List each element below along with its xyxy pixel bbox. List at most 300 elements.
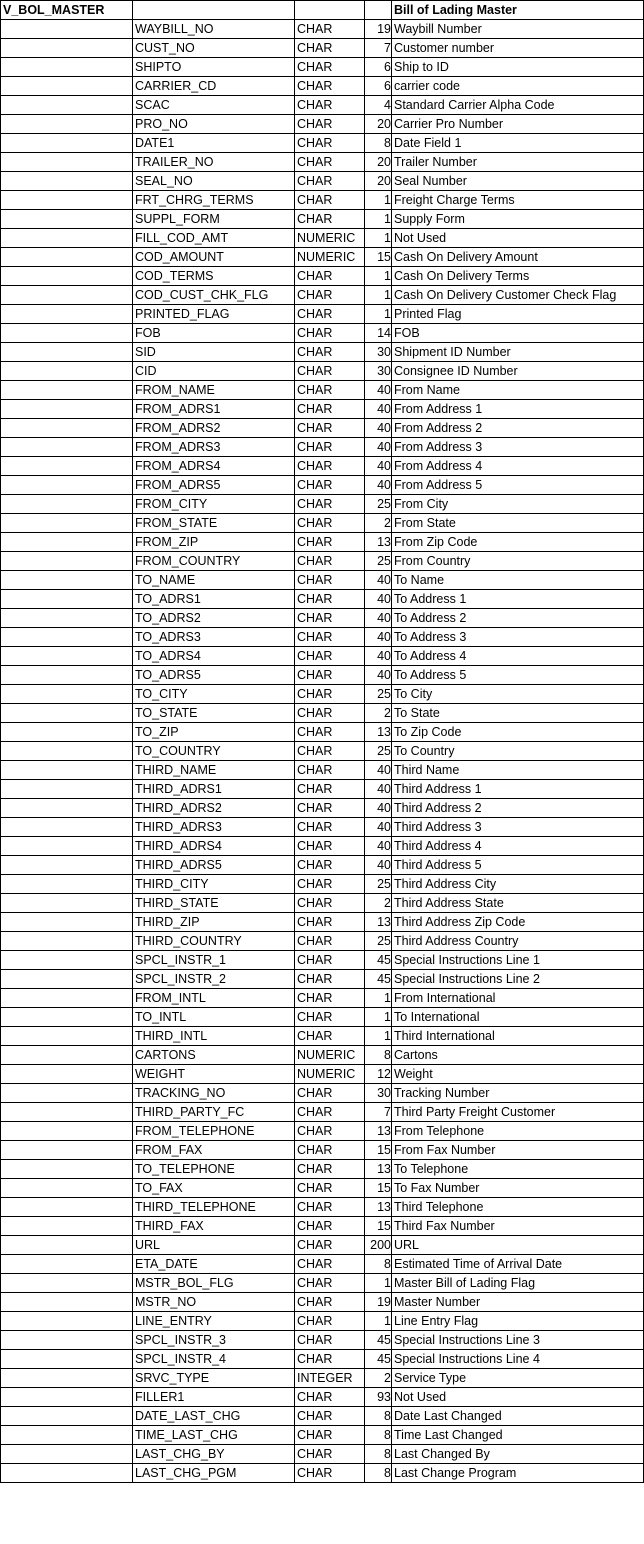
field-length-cell: 30 bbox=[365, 343, 392, 362]
empty-cell bbox=[1, 799, 133, 818]
field-length-cell: 40 bbox=[365, 381, 392, 400]
data-type-cell: CHAR bbox=[295, 666, 365, 685]
data-type-cell: CHAR bbox=[295, 1236, 365, 1255]
empty-cell bbox=[1, 723, 133, 742]
field-name-cell: FROM_TELEPHONE bbox=[133, 1122, 295, 1141]
empty-cell bbox=[1, 1331, 133, 1350]
data-type-cell: CHAR bbox=[295, 381, 365, 400]
empty-cell bbox=[1, 704, 133, 723]
field-name-cell: COD_AMOUNT bbox=[133, 248, 295, 267]
field-description-cell: Special Instructions Line 4 bbox=[392, 1350, 644, 1369]
field-name-cell: THIRD_ZIP bbox=[133, 913, 295, 932]
data-type-cell: CHAR bbox=[295, 989, 365, 1008]
data-type-cell: CHAR bbox=[295, 115, 365, 134]
table-row bbox=[1, 1160, 644, 1179]
table-row bbox=[1, 324, 644, 343]
data-type-cell: CHAR bbox=[295, 894, 365, 913]
empty-cell bbox=[1, 324, 133, 343]
table-row bbox=[1, 1141, 644, 1160]
table-row bbox=[1, 1122, 644, 1141]
field-length-cell: 13 bbox=[365, 533, 392, 552]
field-description-cell: Third Address 4 bbox=[392, 837, 644, 856]
field-description-cell: Third Address City bbox=[392, 875, 644, 894]
empty-cell bbox=[1, 1312, 133, 1331]
data-type-cell: CHAR bbox=[295, 1160, 365, 1179]
table-row bbox=[1, 362, 644, 381]
field-name-cell: THIRD_ADRS1 bbox=[133, 780, 295, 799]
field-length-cell: 8 bbox=[365, 134, 392, 153]
field-name-cell: THIRD_FAX bbox=[133, 1217, 295, 1236]
field-description-cell: Third Address 3 bbox=[392, 818, 644, 837]
table-row bbox=[1, 723, 644, 742]
field-length-cell: 2 bbox=[365, 894, 392, 913]
table-row bbox=[1, 628, 644, 647]
data-type-cell: CHAR bbox=[295, 1008, 365, 1027]
table-row bbox=[1, 818, 644, 837]
field-description-cell: From Address 3 bbox=[392, 438, 644, 457]
empty-cell bbox=[1, 875, 133, 894]
field-name-cell: TO_ZIP bbox=[133, 723, 295, 742]
field-name-cell: CID bbox=[133, 362, 295, 381]
field-description-cell: Third Name bbox=[392, 761, 644, 780]
data-type-cell: CHAR bbox=[295, 571, 365, 590]
field-description-cell: Shipment ID Number bbox=[392, 343, 644, 362]
table-row bbox=[1, 438, 644, 457]
field-length-cell: 1 bbox=[365, 305, 392, 324]
empty-cell bbox=[1, 134, 133, 153]
data-type-cell: CHAR bbox=[295, 77, 365, 96]
field-length-cell: 6 bbox=[365, 77, 392, 96]
empty-cell bbox=[1, 495, 133, 514]
field-description-cell: Service Type bbox=[392, 1369, 644, 1388]
empty-cell bbox=[1, 1065, 133, 1084]
empty-cell bbox=[1, 818, 133, 837]
data-type-cell: NUMERIC bbox=[295, 1065, 365, 1084]
field-description-cell: From Country bbox=[392, 552, 644, 571]
table-row bbox=[1, 989, 644, 1008]
empty-cell bbox=[1, 1445, 133, 1464]
table-row bbox=[1, 400, 644, 419]
field-name-cell: PRO_NO bbox=[133, 115, 295, 134]
table-row bbox=[1, 1350, 644, 1369]
empty-cell bbox=[1, 514, 133, 533]
field-description-cell: Consignee ID Number bbox=[392, 362, 644, 381]
empty-cell bbox=[1, 1084, 133, 1103]
field-description-cell: FOB bbox=[392, 324, 644, 343]
data-type-cell: CHAR bbox=[295, 1312, 365, 1331]
data-type-cell: CHAR bbox=[295, 875, 365, 894]
field-name-cell: FROM_ADRS2 bbox=[133, 419, 295, 438]
empty-cell bbox=[1, 1160, 133, 1179]
data-type-cell: CHAR bbox=[295, 514, 365, 533]
field-length-cell: 93 bbox=[365, 1388, 392, 1407]
field-description-cell: Master Number bbox=[392, 1293, 644, 1312]
table-row bbox=[1, 875, 644, 894]
empty-cell bbox=[1, 400, 133, 419]
data-type-cell: INTEGER bbox=[295, 1369, 365, 1388]
empty-cell bbox=[1, 609, 133, 628]
empty-cell bbox=[1, 305, 133, 324]
data-type-cell: CHAR bbox=[295, 476, 365, 495]
table-description-cell: Bill of Lading Master bbox=[392, 1, 644, 20]
field-name-cell: TIME_LAST_CHG bbox=[133, 1426, 295, 1445]
table-row bbox=[1, 1179, 644, 1198]
field-length-cell: 40 bbox=[365, 400, 392, 419]
field-length-cell: 2 bbox=[365, 1369, 392, 1388]
table-row bbox=[1, 20, 644, 39]
data-type-cell: CHAR bbox=[295, 286, 365, 305]
field-name-cell: TO_ADRS1 bbox=[133, 590, 295, 609]
field-name-cell: THIRD_CITY bbox=[133, 875, 295, 894]
field-length-cell: 30 bbox=[365, 1084, 392, 1103]
field-description-cell: Printed Flag bbox=[392, 305, 644, 324]
field-name-cell: SPCL_INSTR_1 bbox=[133, 951, 295, 970]
field-description-cell: To Telephone bbox=[392, 1160, 644, 1179]
field-description-cell: Third Address State bbox=[392, 894, 644, 913]
field-length-cell: 6 bbox=[365, 58, 392, 77]
field-description-cell: From Name bbox=[392, 381, 644, 400]
empty-cell bbox=[1, 1198, 133, 1217]
table-row bbox=[1, 134, 644, 153]
field-description-cell: Third Party Freight Customer bbox=[392, 1103, 644, 1122]
field-description-cell: Seal Number bbox=[392, 172, 644, 191]
field-description-cell: Not Used bbox=[392, 1388, 644, 1407]
field-description-cell: Last Change Program bbox=[392, 1464, 644, 1483]
field-name-cell: LAST_CHG_PGM bbox=[133, 1464, 295, 1483]
empty-cell bbox=[1, 362, 133, 381]
field-name-cell: DATE_LAST_CHG bbox=[133, 1407, 295, 1426]
table-row bbox=[1, 229, 644, 248]
table-row bbox=[1, 647, 644, 666]
data-type-cell: CHAR bbox=[295, 96, 365, 115]
field-name-cell: WEIGHT bbox=[133, 1065, 295, 1084]
data-type-cell: CHAR bbox=[295, 1464, 365, 1483]
data-type-cell: CHAR bbox=[295, 324, 365, 343]
table-row bbox=[1, 476, 644, 495]
empty-cell bbox=[1, 438, 133, 457]
data-type-cell: CHAR bbox=[295, 590, 365, 609]
empty-cell bbox=[1, 571, 133, 590]
data-type-cell: CHAR bbox=[295, 1293, 365, 1312]
field-description-cell: Estimated Time of Arrival Date bbox=[392, 1255, 644, 1274]
field-description-cell: Cartons bbox=[392, 1046, 644, 1065]
field-length-cell: 19 bbox=[365, 20, 392, 39]
field-name-cell: WAYBILL_NO bbox=[133, 20, 295, 39]
data-type-cell: CHAR bbox=[295, 1274, 365, 1293]
empty-cell bbox=[1, 153, 133, 172]
field-length-cell: 40 bbox=[365, 856, 392, 875]
field-name-cell: FROM_CITY bbox=[133, 495, 295, 514]
empty-cell bbox=[1, 856, 133, 875]
empty-cell bbox=[1, 742, 133, 761]
data-type-cell: CHAR bbox=[295, 1103, 365, 1122]
field-length-cell: 1 bbox=[365, 210, 392, 229]
field-description-cell: Special Instructions Line 3 bbox=[392, 1331, 644, 1350]
field-description-cell: Third Telephone bbox=[392, 1198, 644, 1217]
data-type-cell: CHAR bbox=[295, 799, 365, 818]
field-length-cell: 13 bbox=[365, 1160, 392, 1179]
field-description-cell: To Country bbox=[392, 742, 644, 761]
empty-cell bbox=[1, 419, 133, 438]
empty-cell bbox=[1, 647, 133, 666]
field-name-cell: FROM_NAME bbox=[133, 381, 295, 400]
field-length-cell: 40 bbox=[365, 419, 392, 438]
empty-cell bbox=[1, 932, 133, 951]
field-description-cell: Freight Charge Terms bbox=[392, 191, 644, 210]
field-description-cell: Supply Form bbox=[392, 210, 644, 229]
field-description-cell: Third Address Country bbox=[392, 932, 644, 951]
table-row bbox=[1, 58, 644, 77]
field-name-cell: FILLER1 bbox=[133, 1388, 295, 1407]
table-row bbox=[1, 1027, 644, 1046]
data-type-cell: CHAR bbox=[295, 780, 365, 799]
data-type-cell: CHAR bbox=[295, 1407, 365, 1426]
field-name-cell: FROM_INTL bbox=[133, 989, 295, 1008]
table-row bbox=[1, 1274, 644, 1293]
data-type-cell: CHAR bbox=[295, 172, 365, 191]
field-length-cell: 1 bbox=[365, 1027, 392, 1046]
table-row bbox=[1, 685, 644, 704]
empty-cell bbox=[1, 1008, 133, 1027]
field-length-cell: 1 bbox=[365, 286, 392, 305]
field-description-cell: To International bbox=[392, 1008, 644, 1027]
data-type-cell: NUMERIC bbox=[295, 229, 365, 248]
field-name-cell: TO_INTL bbox=[133, 1008, 295, 1027]
field-name-cell: CARRIER_CD bbox=[133, 77, 295, 96]
data-type-cell: CHAR bbox=[295, 153, 365, 172]
table-row bbox=[1, 1464, 644, 1483]
table-row bbox=[1, 343, 644, 362]
field-name-cell: MSTR_NO bbox=[133, 1293, 295, 1312]
data-type-cell: CHAR bbox=[295, 191, 365, 210]
empty-cell bbox=[1, 77, 133, 96]
field-name-cell: TO_STATE bbox=[133, 704, 295, 723]
field-length-cell: 14 bbox=[365, 324, 392, 343]
table-row bbox=[1, 666, 644, 685]
field-length-cell: 8 bbox=[365, 1464, 392, 1483]
field-name-cell: FROM_ZIP bbox=[133, 533, 295, 552]
field-length-cell: 40 bbox=[365, 761, 392, 780]
field-description-cell: From Telephone bbox=[392, 1122, 644, 1141]
field-name-cell: FROM_FAX bbox=[133, 1141, 295, 1160]
table-row bbox=[1, 742, 644, 761]
field-name-cell: CARTONS bbox=[133, 1046, 295, 1065]
empty-cell bbox=[1, 1350, 133, 1369]
table-row bbox=[1, 761, 644, 780]
field-description-cell: Cash On Delivery Amount bbox=[392, 248, 644, 267]
field-name-cell: FROM_ADRS1 bbox=[133, 400, 295, 419]
field-length-cell: 1 bbox=[365, 191, 392, 210]
data-type-cell: CHAR bbox=[295, 609, 365, 628]
table-row bbox=[1, 913, 644, 932]
field-name-cell: MSTR_BOL_FLG bbox=[133, 1274, 295, 1293]
field-length-cell: 40 bbox=[365, 780, 392, 799]
field-name-cell: FILL_COD_AMT bbox=[133, 229, 295, 248]
field-length-cell: 1 bbox=[365, 1008, 392, 1027]
empty-cell bbox=[1, 1236, 133, 1255]
empty-cell bbox=[1, 552, 133, 571]
field-length-cell: 1 bbox=[365, 267, 392, 286]
field-description-cell: URL bbox=[392, 1236, 644, 1255]
field-description-cell: Third Address Zip Code bbox=[392, 913, 644, 932]
table-row bbox=[1, 1331, 644, 1350]
table-row bbox=[1, 96, 644, 115]
field-length-cell: 40 bbox=[365, 837, 392, 856]
empty-cell bbox=[1, 837, 133, 856]
data-type-cell: CHAR bbox=[295, 1084, 365, 1103]
field-length-cell: 13 bbox=[365, 913, 392, 932]
empty-cell bbox=[1, 1255, 133, 1274]
empty-cell bbox=[1, 989, 133, 1008]
field-description-cell: Not Used bbox=[392, 229, 644, 248]
data-type-cell: CHAR bbox=[295, 1217, 365, 1236]
field-name-cell: ETA_DATE bbox=[133, 1255, 295, 1274]
field-description-cell: carrier code bbox=[392, 77, 644, 96]
empty-cell bbox=[1, 1217, 133, 1236]
field-description-cell: To Address 2 bbox=[392, 609, 644, 628]
table-row bbox=[1, 1312, 644, 1331]
table-row bbox=[1, 267, 644, 286]
field-name-cell: TRACKING_NO bbox=[133, 1084, 295, 1103]
data-type-cell: CHAR bbox=[295, 343, 365, 362]
field-length-cell: 40 bbox=[365, 476, 392, 495]
field-description-cell: To Name bbox=[392, 571, 644, 590]
field-name-cell: LINE_ENTRY bbox=[133, 1312, 295, 1331]
field-length-cell: 1 bbox=[365, 1274, 392, 1293]
field-name-cell: DATE1 bbox=[133, 134, 295, 153]
field-description-cell: From Address 2 bbox=[392, 419, 644, 438]
table-row bbox=[1, 495, 644, 514]
table-row bbox=[1, 951, 644, 970]
table-row bbox=[1, 1008, 644, 1027]
empty-cell bbox=[1, 39, 133, 58]
table-row bbox=[1, 172, 644, 191]
field-length-cell: 15 bbox=[365, 248, 392, 267]
field-description-cell: Last Changed By bbox=[392, 1445, 644, 1464]
data-type-cell: CHAR bbox=[295, 39, 365, 58]
field-name-cell: FRT_CHRG_TERMS bbox=[133, 191, 295, 210]
field-description-cell: Cash On Delivery Customer Check Flag bbox=[392, 286, 644, 305]
data-type-cell: CHAR bbox=[295, 1198, 365, 1217]
field-length-cell: 40 bbox=[365, 571, 392, 590]
field-description-cell: From State bbox=[392, 514, 644, 533]
data-type-cell: CHAR bbox=[295, 647, 365, 666]
field-name-cell: SPCL_INSTR_2 bbox=[133, 970, 295, 989]
field-description-cell: Date Last Changed bbox=[392, 1407, 644, 1426]
table-row bbox=[1, 1198, 644, 1217]
data-type-cell: CHAR bbox=[295, 362, 365, 381]
field-description-cell: Ship to ID bbox=[392, 58, 644, 77]
empty-cell bbox=[1, 20, 133, 39]
empty-cell bbox=[1, 1027, 133, 1046]
field-name-cell: SHIPTO bbox=[133, 58, 295, 77]
field-description-cell: From Address 5 bbox=[392, 476, 644, 495]
table-row bbox=[1, 837, 644, 856]
data-type-cell: CHAR bbox=[295, 134, 365, 153]
table-row bbox=[1, 1046, 644, 1065]
field-name-cell: THIRD_ADRS2 bbox=[133, 799, 295, 818]
empty-cell bbox=[1, 913, 133, 932]
table-row bbox=[1, 856, 644, 875]
field-description-cell: Trailer Number bbox=[392, 153, 644, 172]
field-description-cell: Third Fax Number bbox=[392, 1217, 644, 1236]
field-description-cell: Tracking Number bbox=[392, 1084, 644, 1103]
data-type-cell: NUMERIC bbox=[295, 1046, 365, 1065]
table-row bbox=[1, 1388, 644, 1407]
field-description-cell: Carrier Pro Number bbox=[392, 115, 644, 134]
field-name-cell: SRVC_TYPE bbox=[133, 1369, 295, 1388]
field-length-cell: 8 bbox=[365, 1255, 392, 1274]
table-row bbox=[1, 305, 644, 324]
empty-cell bbox=[1, 457, 133, 476]
table-row bbox=[1, 533, 644, 552]
field-length-cell: 13 bbox=[365, 1122, 392, 1141]
empty-cell bbox=[1, 780, 133, 799]
table-row bbox=[1, 514, 644, 533]
data-type-cell: CHAR bbox=[295, 457, 365, 476]
field-name-cell: TO_CITY bbox=[133, 685, 295, 704]
data-type-cell: CHAR bbox=[295, 970, 365, 989]
field-description-cell: From Fax Number bbox=[392, 1141, 644, 1160]
data-type-cell: CHAR bbox=[295, 951, 365, 970]
table-name-cell: V_BOL_MASTER bbox=[1, 1, 133, 20]
field-length-cell: 25 bbox=[365, 742, 392, 761]
field-length-cell: 8 bbox=[365, 1046, 392, 1065]
field-name-cell: FROM_STATE bbox=[133, 514, 295, 533]
field-name-cell: FROM_ADRS5 bbox=[133, 476, 295, 495]
empty-cell bbox=[1, 1369, 133, 1388]
field-name-cell: TO_TELEPHONE bbox=[133, 1160, 295, 1179]
field-length-cell: 12 bbox=[365, 1065, 392, 1084]
data-type-cell: CHAR bbox=[295, 1350, 365, 1369]
field-description-cell: To Fax Number bbox=[392, 1179, 644, 1198]
field-name-cell: COD_CUST_CHK_FLG bbox=[133, 286, 295, 305]
field-length-cell: 20 bbox=[365, 172, 392, 191]
field-name-cell: FROM_COUNTRY bbox=[133, 552, 295, 571]
field-length-cell: 15 bbox=[365, 1179, 392, 1198]
empty-cell bbox=[1, 970, 133, 989]
field-length-cell: 200 bbox=[365, 1236, 392, 1255]
field-length-cell: 2 bbox=[365, 704, 392, 723]
empty-cell bbox=[1, 191, 133, 210]
data-type-cell: CHAR bbox=[295, 1388, 365, 1407]
empty-cell bbox=[1, 229, 133, 248]
empty-cell bbox=[1, 666, 133, 685]
data-type-cell: CHAR bbox=[295, 1027, 365, 1046]
empty-cell bbox=[1, 951, 133, 970]
empty-cell bbox=[1, 761, 133, 780]
field-name-cell: FROM_ADRS3 bbox=[133, 438, 295, 457]
field-length-cell: 1 bbox=[365, 1312, 392, 1331]
table-row bbox=[1, 780, 644, 799]
field-length-cell: 1 bbox=[365, 989, 392, 1008]
table-row bbox=[1, 609, 644, 628]
field-length-cell: 15 bbox=[365, 1217, 392, 1236]
field-description-cell: Master Bill of Lading Flag bbox=[392, 1274, 644, 1293]
field-length-cell: 40 bbox=[365, 628, 392, 647]
field-name-cell: TO_NAME bbox=[133, 571, 295, 590]
data-type-cell: CHAR bbox=[295, 704, 365, 723]
data-type-cell: CHAR bbox=[295, 685, 365, 704]
table-row bbox=[1, 1236, 644, 1255]
table-row bbox=[1, 419, 644, 438]
field-name-cell: CUST_NO bbox=[133, 39, 295, 58]
field-length-cell: 25 bbox=[365, 932, 392, 951]
field-length-cell: 25 bbox=[365, 495, 392, 514]
table-row bbox=[1, 1407, 644, 1426]
data-type-cell: CHAR bbox=[295, 210, 365, 229]
table-row bbox=[1, 932, 644, 951]
